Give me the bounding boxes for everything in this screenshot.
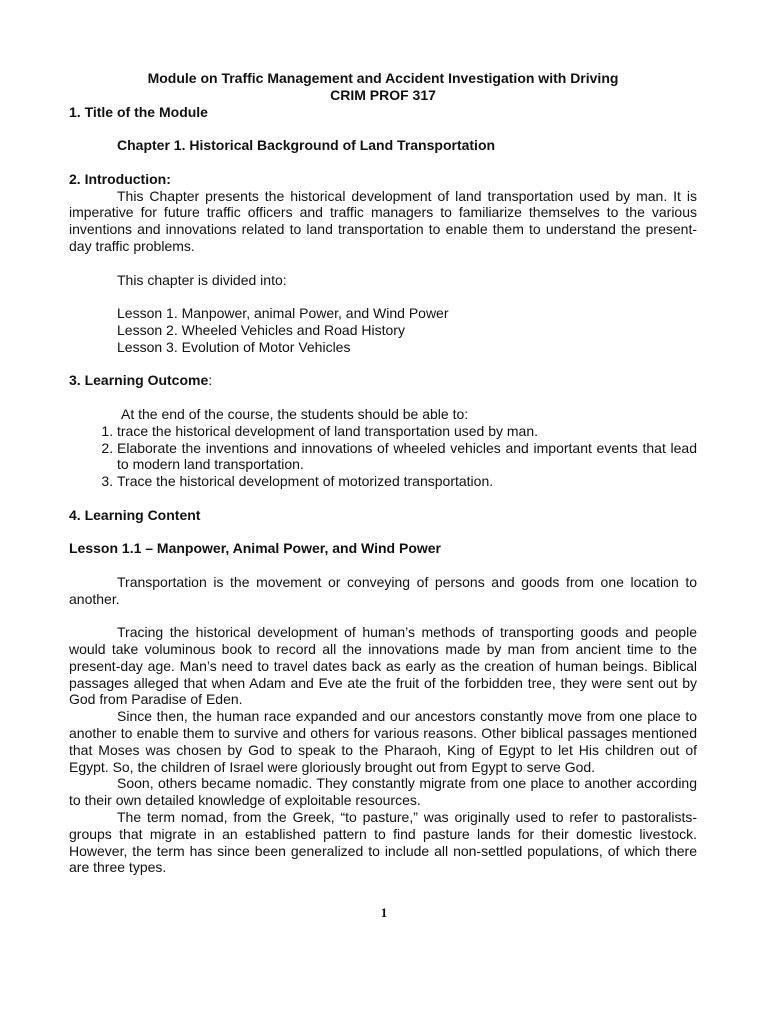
lesson-heading: Lesson 1.1 – Manpower, Animal Power, and Wind Power — [69, 540, 441, 557]
body-paragraph: Soon, others became nomadic. They constantly migrate from one place to another according to their own detailed knowledge of exploitable resources. — [69, 775, 697, 809]
section-1-heading: 1. Title of the Module — [69, 103, 208, 120]
body-paragraph: Since then, the human race expanded and our ancestors constantly move from one place to another to enable them to survive and others for various reasons. Other biblical passages mentioned that Moses was chosen by God to speak to the Pharaoh, King of Egypt to let His children out of Egypt. So, the children of Israel were gloriously brought out from Egypt to serve God. — [69, 708, 697, 775]
lesson-list-item: Lesson 3. Evolution of Motor Vehicles — [117, 338, 351, 355]
section-3-heading-text: 3. Learning Outcome — [69, 372, 209, 389]
section-3-colon: : — [208, 372, 213, 389]
outcome-item: 2. Elaborate the inventions and innovations of wheeled vehicles and important events that lead to modern land transportation. — [117, 440, 697, 474]
body-paragraph: Tracing the historical development of human’s methods of transporting goods and people would take voluminous book to record all the innovations made by man from ancient time to the present-day age. Man’s need to travel dates back as early as the creation of human beings. Biblical passages alleged that when Adam and Eve ate the fruit of the forbidden tree, they were sent out by God from Paradise of Eden. — [69, 624, 697, 708]
section-3-heading — [69, 372, 697, 389]
section-4-heading: 4. Learning Content — [69, 506, 201, 523]
intro-paragraph: This Chapter presents the historical development of land transportation used by man. It is imperative for future traffic officers and traffic managers to familiarize themselves to the various inventions and innovations related to land transportation to enable them to understand the present-day traffic problems. — [69, 187, 697, 254]
body-paragraph: Transportation is the movement or conveying of persons and goods from one location to another. — [69, 573, 697, 607]
page-number: 1 — [380, 905, 388, 920]
body-paragraph: The term nomad, from the Greek, “to pasture,” was originally used to refer to pastoralists-groups that migrate in an established pattern to find pasture lands for their domestic livestock. However, the term has since been generalized to include all non-settled populations, of which there are three types. — [69, 809, 697, 876]
course-code: CRIM PROF 317 — [330, 86, 436, 103]
document-page — [69, 70, 697, 876]
outcome-item: 3. Trace the historical development of motorized transportation. — [117, 473, 697, 490]
divided-into-text: This chapter is divided into: — [117, 271, 287, 288]
outcomes-list — [69, 423, 697, 490]
lesson-list-item: Lesson 2. Wheeled Vehicles and Road History — [117, 321, 405, 338]
section-2-heading: 2. Introduction: — [69, 170, 171, 187]
outcome-item: 1. trace the historical development of land transportation used by man. — [117, 423, 697, 440]
outcome-lead-text: At the end of the course, the students should be able to: — [121, 405, 469, 422]
chapter-title: Chapter 1. Historical Background of Land Transportation — [117, 137, 496, 154]
lesson-list-item: Lesson 1. Manpower, animal Power, and Wind Power — [117, 305, 449, 322]
document-title: Module on Traffic Management and Accident Investigation with Driving — [147, 70, 619, 86]
